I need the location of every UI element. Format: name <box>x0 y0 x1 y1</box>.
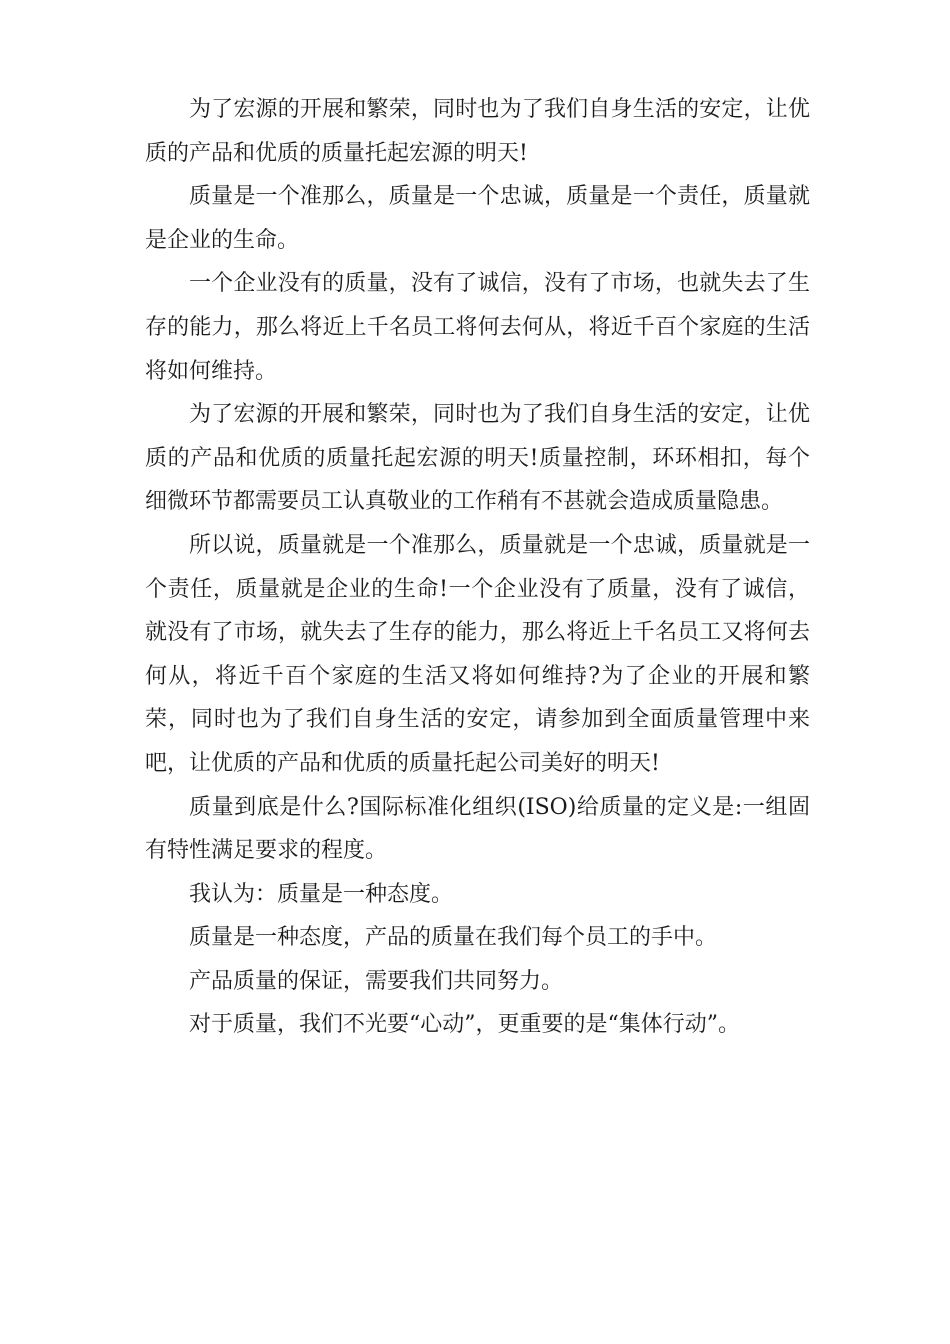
paragraph: 一个企业没有的质量，没有了诚信，没有了市场，也就失去了生存的能力，那么将近上千名员工将何去何从，将近千百个家庭的生活将如何维持。 <box>145 271 810 384</box>
paragraph: 为了宏源的开展和繁荣，同时也为了我们自身生活的安定，让优质的产品和优质的质量托起宏源的明天! <box>145 97 810 166</box>
paragraph: 所以说，质量就是一个准那么，质量就是一个忠诚，质量就是一个责任，质量就是企业的生命!一个企业没有了质量，没有了诚信，就没有了市场，就失去了生存的能力，那么将近上千名员工又将何去何从，将近千百个家庭的生活又将如何维持?为了企业的开展和繁荣，同时也为了我们自身生活的安定，请参加到全面质量管理中来吧，让优质的产品和优质的质量托起公司美好的明天! <box>145 532 810 776</box>
paragraph: 质量是一个准那么，质量是一个忠诚，质量是一个责任，质量就是企业的生命。 <box>145 184 810 253</box>
paragraph: 对于质量，我们不光要“心动”，更重要的是“集体行动”。 <box>189 1012 740 1038</box>
paragraph: 我认为：质量是一种态度。 <box>189 881 454 907</box>
paragraph: 为了宏源的开展和繁荣，同时也为了我们自身生活的安定，让优质的产品和优质的质量托起宏源的明天!质量控制，环环相扣，每个细微环节都需要员工认真敬业的工作稍有不甚就会造成质量隐患。 <box>145 402 810 515</box>
paragraph: 质量是一种态度，产品的质量在我们每个员工的手中。 <box>189 925 718 951</box>
document-body <box>145 88 810 1047</box>
paragraph: 产品质量的保证，需要我们共同努力。 <box>189 968 564 994</box>
paragraph: 质量到底是什么?国际标准化组织(ISO)给质量的定义是:一组固有特性满足要求的程度。 <box>145 794 810 864</box>
